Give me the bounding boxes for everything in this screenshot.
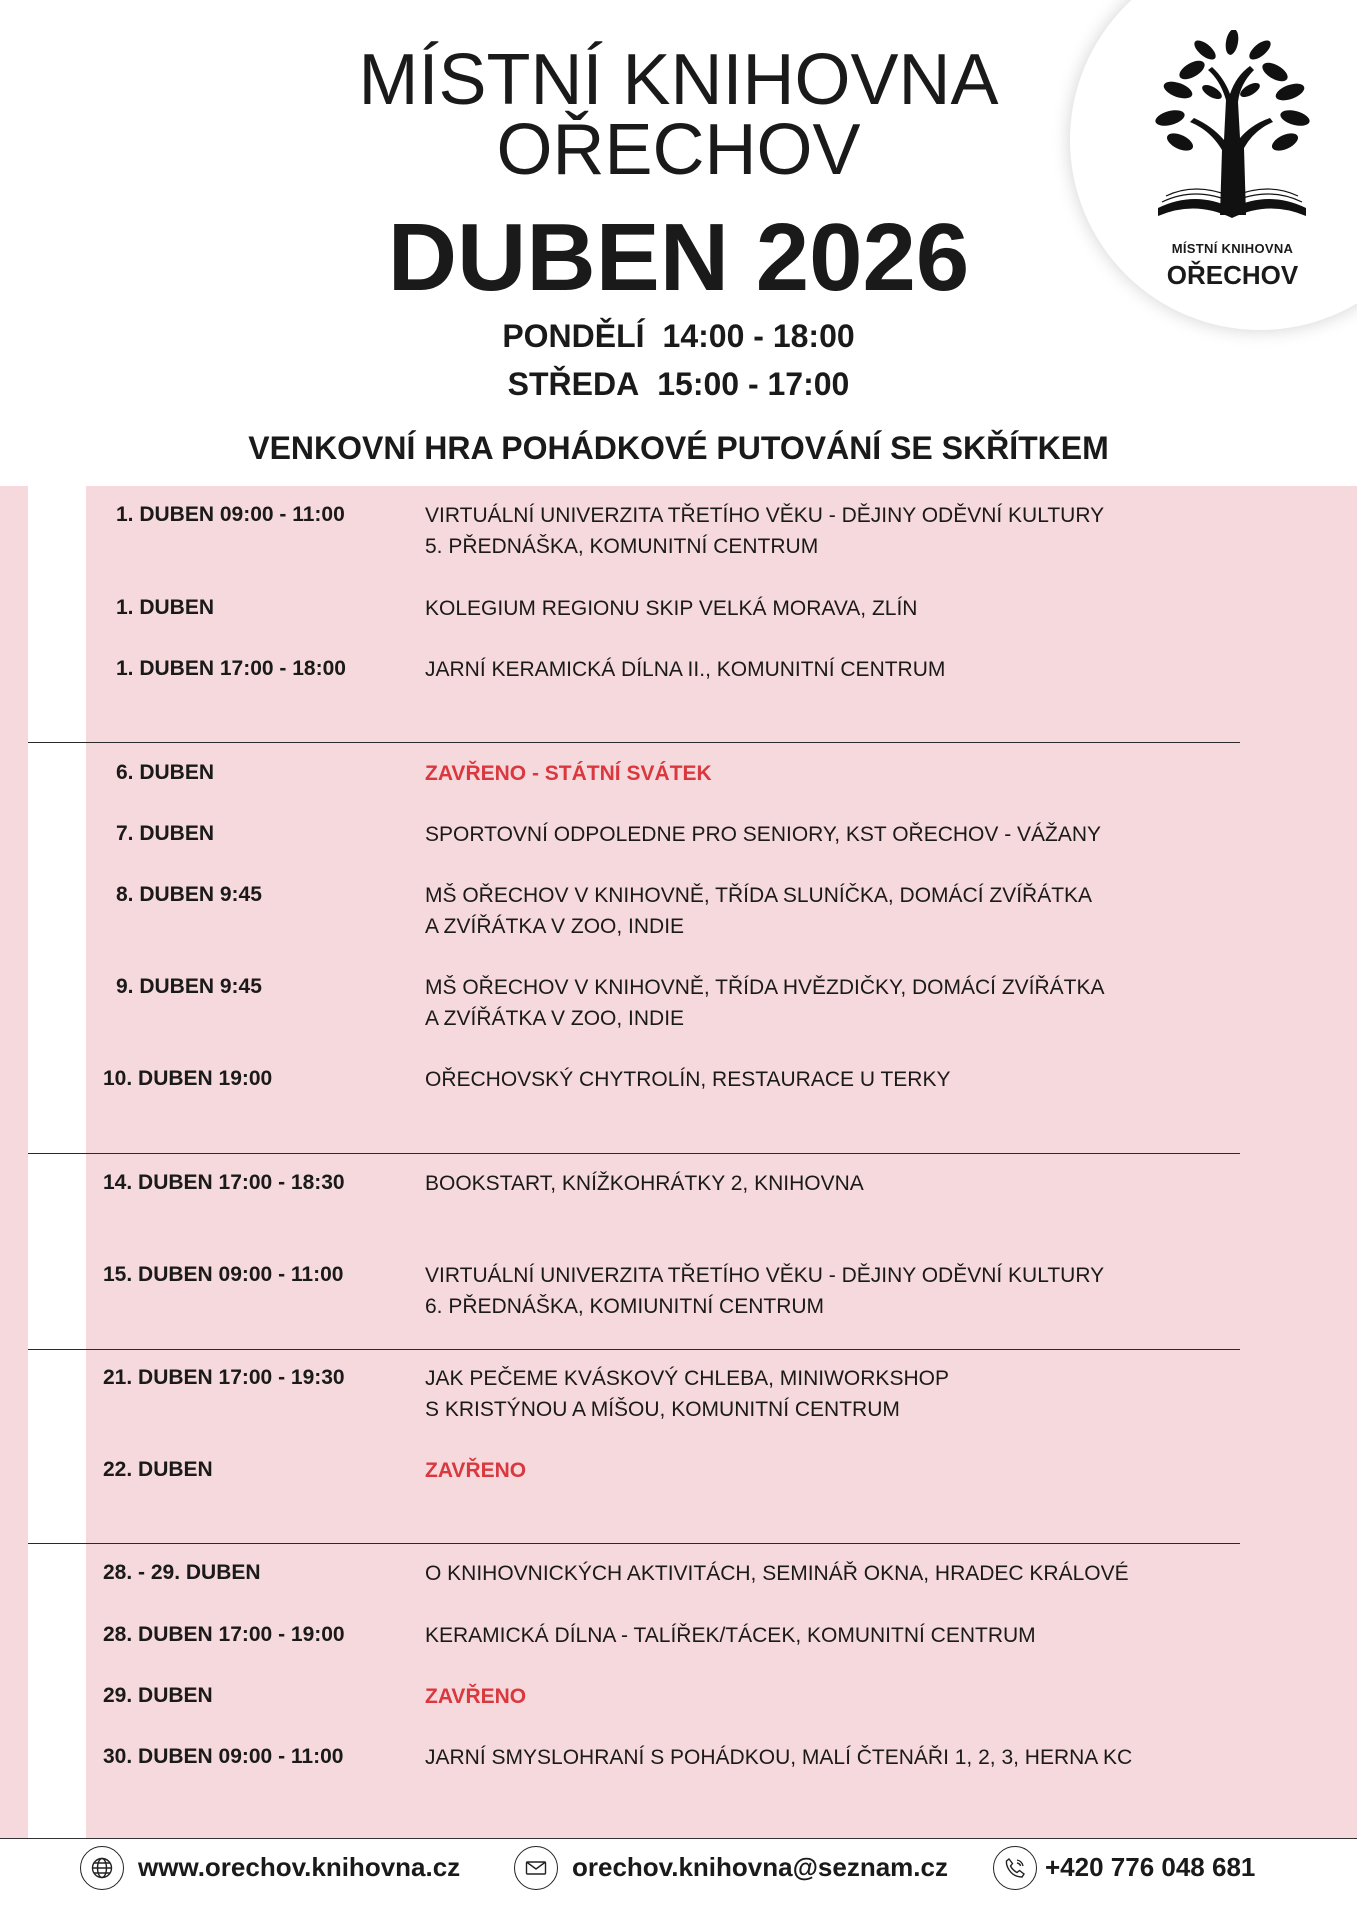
event-line: KERAMICKÁ DÍLNA - TALÍŘEK/TÁCEK, KOMUNITNÍ CENTRUM (425, 1624, 1036, 1647)
mail-icon (514, 1846, 558, 1890)
event-line: BOOKSTART, KNÍŽKOHRÁTKY 2, KNIHOVNA (425, 1172, 864, 1195)
event-description (425, 1260, 1325, 1322)
hours-time: 14:00 - 18:00 (662, 318, 855, 354)
event-line: JAK PEČEME KVÁSKOVÝ CHLEBA, MINIWORKSHOP (425, 1367, 949, 1390)
event-line: ZAVŘENO - STÁTNÍ SVÁTEK (425, 762, 712, 785)
footer-divider (0, 1838, 1357, 1839)
hours-time: 15:00 - 17:00 (657, 366, 850, 402)
event-line: JARNÍ SMYSLOHRANÍ S POHÁDKOU, MALÍ ČTENÁŘI 1, 2, 3, HERNA KC (425, 1746, 1133, 1769)
section-divider (28, 1543, 1240, 1544)
event-line: JARNÍ KERAMICKÁ DÍLNA II., KOMUNITNÍ CENTRUM (425, 658, 946, 681)
hours-day: PONDĚLÍ (502, 318, 645, 354)
event-line: VIRTUÁLNÍ UNIVERZITA TŘETÍHO VĚKU - DĚJINY ODĚVNÍ KULTURY (425, 504, 1105, 527)
event-line: 5. PŘEDNÁŠKA, KOMUNITNÍ CENTRUM (425, 535, 819, 558)
globe-icon (80, 1846, 124, 1890)
event-line: O KNIHOVNICKÝCH AKTIVITÁCH, SEMINÁŘ OKNA, HRADEC KRÁLOVÉ (425, 1562, 1129, 1585)
event-description-closed (425, 1681, 1325, 1712)
event-date: 28. DUBEN 17:00 - 19:00 (103, 1623, 345, 1646)
event-line: SPORTOVNÍ ODPOLEDNE PRO SENIORY, KST OŘECHOV - VÁŽANY (425, 823, 1102, 846)
event-line: 6. PŘEDNÁŠKA, KOMIUNITNÍ CENTRUM (425, 1295, 825, 1318)
event-description (425, 1742, 1325, 1773)
event-date: 29. DUBEN (103, 1684, 213, 1707)
event-line: A ZVÍŘÁTKA V ZOO, INDIE (425, 915, 685, 938)
event-description (425, 500, 1325, 562)
event-description (425, 1620, 1325, 1651)
band-left-edge (0, 486, 28, 1838)
event-date: 1. DUBEN (116, 596, 215, 619)
event-description (425, 972, 1325, 1034)
website-link[interactable]: www.orechov.knihovna.cz (138, 1852, 461, 1882)
event-line: MŠ OŘECHOV V KNIHOVNĚ, TŘÍDA SLUNÍČKA, DOMÁCÍ ZVÍŘÁTKA (425, 884, 1093, 907)
event-line: MŠ OŘECHOV V KNIHOVNĚ, TŘÍDA HVĚZDIČKY, DOMÁCÍ ZVÍŘÁTKA (425, 976, 1105, 999)
email-link[interactable]: orechov.knihovna@seznam.cz (572, 1852, 948, 1882)
section-divider (28, 1349, 1240, 1350)
event-line: ZAVŘENO (425, 1459, 527, 1482)
opening-hours-monday (0, 318, 1357, 355)
event-date: 10. DUBEN 19:00 (103, 1067, 273, 1090)
event-date: 7. DUBEN (116, 822, 215, 845)
event-date: 21. DUBEN 17:00 - 19:30 (103, 1366, 345, 1389)
event-line: KOLEGIUM REGIONU SKIP VELKÁ MORAVA, ZLÍN (425, 597, 918, 620)
event-date: 1. DUBEN 17:00 - 18:00 (116, 657, 346, 680)
event-date: 14. DUBEN 17:00 - 18:30 (103, 1171, 345, 1194)
opening-hours-wednesday (0, 366, 1357, 403)
event-description (425, 1064, 1325, 1095)
library-name: MÍSTNÍ KNIHOVNA (358, 40, 999, 120)
highlight-event: VENKOVNÍ HRA POHÁDKOVÉ PUTOVÁNÍ SE SKŘÍTKEM (248, 430, 1109, 466)
event-description (425, 1558, 1325, 1589)
event-description (425, 1168, 1325, 1199)
event-line: ZAVŘENO (425, 1685, 527, 1708)
event-line: VIRTUÁLNÍ UNIVERZITA TŘETÍHO VĚKU - DĚJINY ODĚVNÍ KULTURY (425, 1264, 1105, 1287)
phone-number[interactable]: +420 776 048 681 (1045, 1852, 1256, 1882)
event-date: 28. - 29. DUBEN (103, 1561, 261, 1584)
event-date: 1. DUBEN 09:00 - 11:00 (116, 503, 345, 526)
section-divider (28, 742, 1240, 743)
event-date: 8. DUBEN 9:45 (116, 883, 262, 906)
event-description (425, 593, 1325, 624)
section-divider (28, 1153, 1240, 1154)
event-description (425, 654, 1325, 685)
event-date: 9. DUBEN 9:45 (116, 975, 262, 998)
event-description (425, 880, 1325, 942)
phone-icon (993, 1846, 1037, 1890)
event-description-closed (425, 758, 1325, 789)
event-line: A ZVÍŘÁTKA V ZOO, INDIE (425, 1007, 685, 1030)
logo-line1: MÍSTNÍ KNIHOVNA (1171, 241, 1294, 256)
event-line: OŘECHOVSKÝ CHYTROLÍN, RESTAURACE U TERKY (425, 1068, 951, 1091)
hours-day: STŘEDA (507, 366, 640, 402)
event-description (425, 819, 1325, 850)
event-line: S KRISTÝNOU A MÍŠOU, KOMUNITNÍ CENTRUM (425, 1398, 900, 1421)
library-town: OŘECHOV (496, 110, 861, 190)
event-date: 15. DUBEN 09:00 - 11:00 (103, 1263, 344, 1286)
month-heading: DUBEN 2026 (387, 204, 970, 311)
logo-line2: OŘECHOV (1166, 260, 1299, 290)
event-date: 22. DUBEN (103, 1458, 213, 1481)
event-description-closed (425, 1455, 1325, 1486)
event-description (425, 1363, 1325, 1425)
event-date: 6. DUBEN (116, 761, 215, 784)
event-date: 30. DUBEN 09:00 - 11:00 (103, 1745, 344, 1768)
